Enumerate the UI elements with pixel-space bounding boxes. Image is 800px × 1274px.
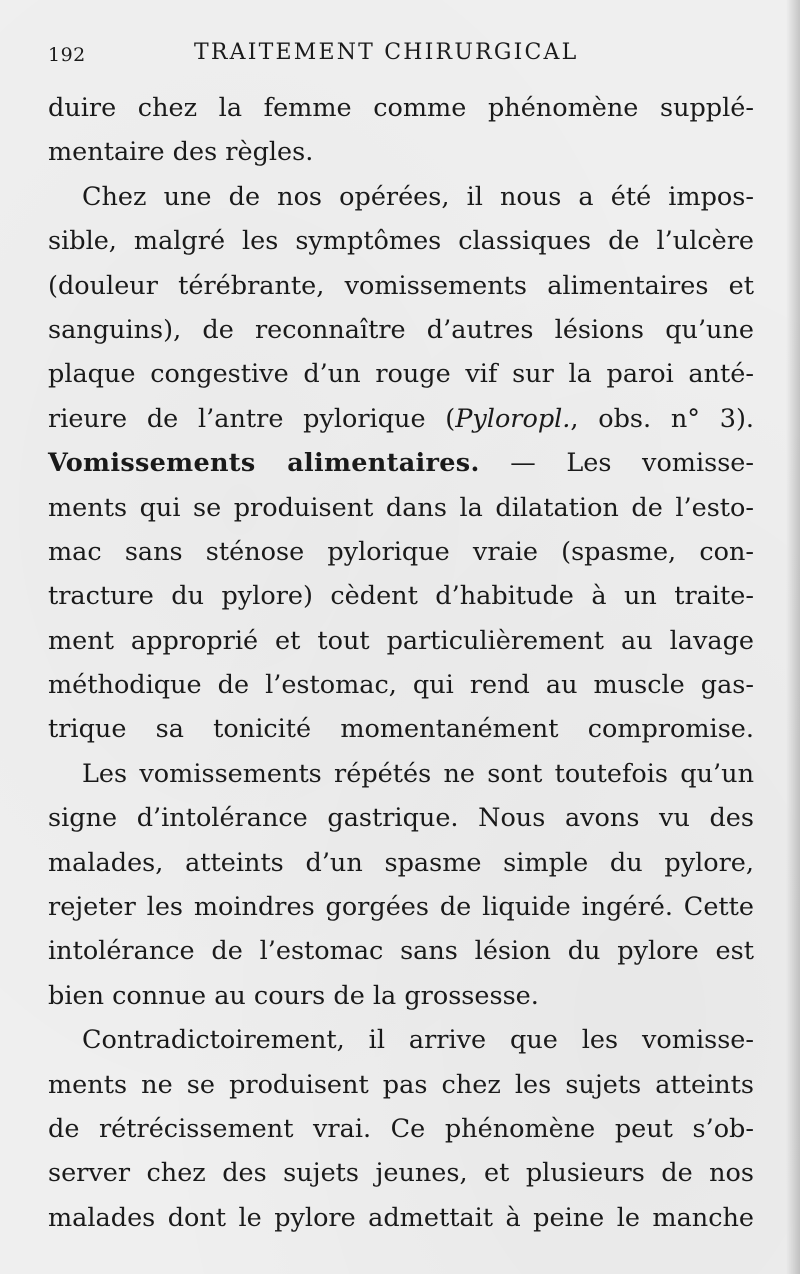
text-line: Contradictoirement, il arrive que les vomisse-: [82, 1025, 754, 1056]
text-line: malades dont le pylore admettait à peine le manche: [48, 1202, 754, 1233]
running-title: TRAITEMENT CHIRURGICAL: [194, 40, 579, 65]
text-segment: rieure de l’antre pylorique (: [48, 403, 456, 434]
text-line: sanguins), de reconnaître d’autres lésions qu’une: [48, 314, 754, 345]
page-header: [48, 36, 748, 72]
text-line: ments qui se produisent dans la dilatation de l’esto-: [48, 492, 754, 523]
text-line: malades, atteints d’un spasme simple du pylore,: [48, 847, 754, 878]
section-heading: Vomissements alimentaires.: [48, 448, 480, 479]
text-line: bien connue au cours de la grossesse.: [48, 980, 539, 1011]
page-edge-shadow: [786, 0, 800, 1274]
text-line: mac sans sténose pylorique vraie (spasme, con-: [48, 536, 754, 567]
text-line: trique sa tonicité momentanément compromise.: [48, 714, 754, 745]
text-line: duire chez la femme comme phénomène supplé-: [48, 93, 754, 123]
text-line: méthodique de l’estomac, qui rend au muscle gas-: [48, 670, 754, 701]
citation-italic: Pyloropl.: [455, 403, 571, 434]
text-line: server chez des sujets jeunes, et plusieurs de nos: [48, 1158, 754, 1189]
text-line: (douleur térébrante, vomissements alimentaires et: [48, 270, 754, 301]
text-line-with-citation: [48, 397, 754, 441]
text-line: sible, malgré les symptômes classiques de l’ulcère: [48, 226, 754, 257]
text-line: signe d’intolérance gastrique. Nous avons vu des: [48, 803, 754, 834]
page-number: 192: [48, 44, 86, 66]
section-heading-line: [48, 441, 754, 485]
text-line: tracture du pylore) cèdent d’habitude à un traite-: [48, 581, 754, 612]
text-line: ment approprié et tout particulièrement au lavage: [48, 625, 754, 656]
text-segment: , obs. n° 3).: [570, 403, 754, 434]
text-line: de rétrécissement vrai. Ce phénomène peut s’ob-: [48, 1113, 754, 1144]
text-line: ments ne se produisent pas chez les sujets atteints: [48, 1069, 754, 1100]
text-segment: — Les vomisse-: [479, 448, 755, 479]
text-line: intolérance de l’estomac sans lésion du pylore est: [48, 936, 754, 967]
body-text: [48, 86, 754, 1240]
text-line: Chez une de nos opérées, il nous a été impos-: [82, 181, 754, 212]
text-line: rejeter les moindres gorgées de liquide ingéré. Cette: [48, 892, 754, 923]
text-line: plaque congestive d’un rouge vif sur la paroi anté-: [48, 359, 754, 390]
text-line: Les vomissements répétés ne sont toutefois qu’un: [82, 758, 754, 789]
text-line: mentaire des règles.: [48, 137, 314, 168]
